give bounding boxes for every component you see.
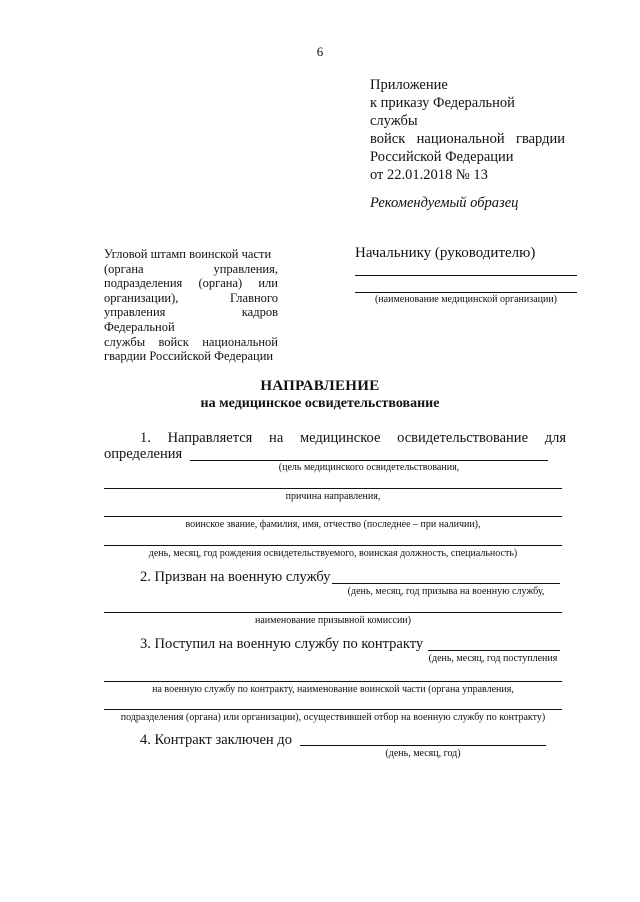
addressee-line-1[interactable] [355, 275, 577, 276]
stamp-line: гвардии Российской Федерации [104, 349, 274, 364]
item1-text-line2: определения [104, 446, 183, 462]
item1-field-4[interactable] [104, 545, 562, 546]
stamp-block [104, 247, 278, 364]
item3-field-3[interactable] [104, 709, 562, 710]
item3-caption-2: на военную службу по контракту, наименование воинской части (органа управления, [152, 684, 514, 695]
document-subtitle: на медицинское освидетельствование [200, 396, 440, 411]
item1-caption-2: причина направления, [285, 491, 381, 502]
item1-field-3[interactable] [104, 516, 562, 517]
document-title: НАПРАВЛЕНИЕ [260, 378, 380, 394]
stamp-line: (органа управления, [104, 261, 278, 276]
item3-caption-1: (день, месяц, год поступления [428, 653, 558, 664]
item4-field-1[interactable] [300, 745, 546, 746]
stamp-line: подразделения (органа) или [104, 276, 278, 291]
addressee-line-2[interactable] [355, 292, 577, 293]
appendix-line: к приказу Федеральной службы [370, 95, 515, 129]
item2-field-2[interactable] [104, 612, 562, 613]
item1-caption-3: воинское звание, фамилия, имя, отчество (последнее – при наличии), [185, 519, 481, 530]
item1-caption-4: день, месяц, год рождения освидетельствуемого, воинская должность, специальность) [148, 548, 518, 559]
appendix-line: Приложение [370, 77, 448, 93]
item3-caption-3: подразделения (органа) или организации), осуществившей отбор на военную службу по контракту) [120, 712, 546, 723]
item1-caption-1: (цель медицинского освидетельствования, [278, 462, 460, 473]
item4-caption-1: (день, месяц, год) [385, 748, 461, 759]
stamp-line: Угловой штамп воинской части [104, 247, 272, 261]
stamp-line: службы войск национальной [104, 334, 278, 349]
sample-label: Рекомендуемый образец [370, 195, 519, 211]
appendix-line: Российской Федерации [370, 149, 514, 165]
item1-field-2[interactable] [104, 488, 562, 489]
item2-text: 2. Призван на военную службу [140, 569, 331, 585]
page-number: 6 [316, 44, 324, 59]
appendix-line: войск национальной гвардии [370, 131, 565, 147]
item1-text-line1: 1. Направляется на медицинское освидетельствование для [140, 430, 566, 446]
addressee-label: Начальнику (руководителю) [355, 245, 536, 261]
appendix-header [370, 76, 565, 184]
item2-caption-2: наименование призывной комиссии) [255, 615, 411, 626]
item1-field-1[interactable] [190, 460, 548, 461]
appendix-line: от 22.01.2018 № 13 [370, 167, 488, 183]
addressee-caption: (наименование медицинской организации) [374, 294, 558, 305]
item3-field-2[interactable] [104, 681, 562, 682]
stamp-line: организации), Главного [104, 290, 278, 305]
item2-field-1[interactable] [332, 583, 560, 584]
item4-text: 4. Контракт заключен до [140, 732, 292, 748]
stamp-line: управления кадров Федеральной [104, 305, 278, 334]
item2-caption-1: (день, месяц, год призыва на военную службу, [347, 586, 545, 597]
item3-field-1[interactable] [428, 650, 560, 651]
item3-text: 3. Поступил на военную службу по контракту [140, 636, 424, 652]
